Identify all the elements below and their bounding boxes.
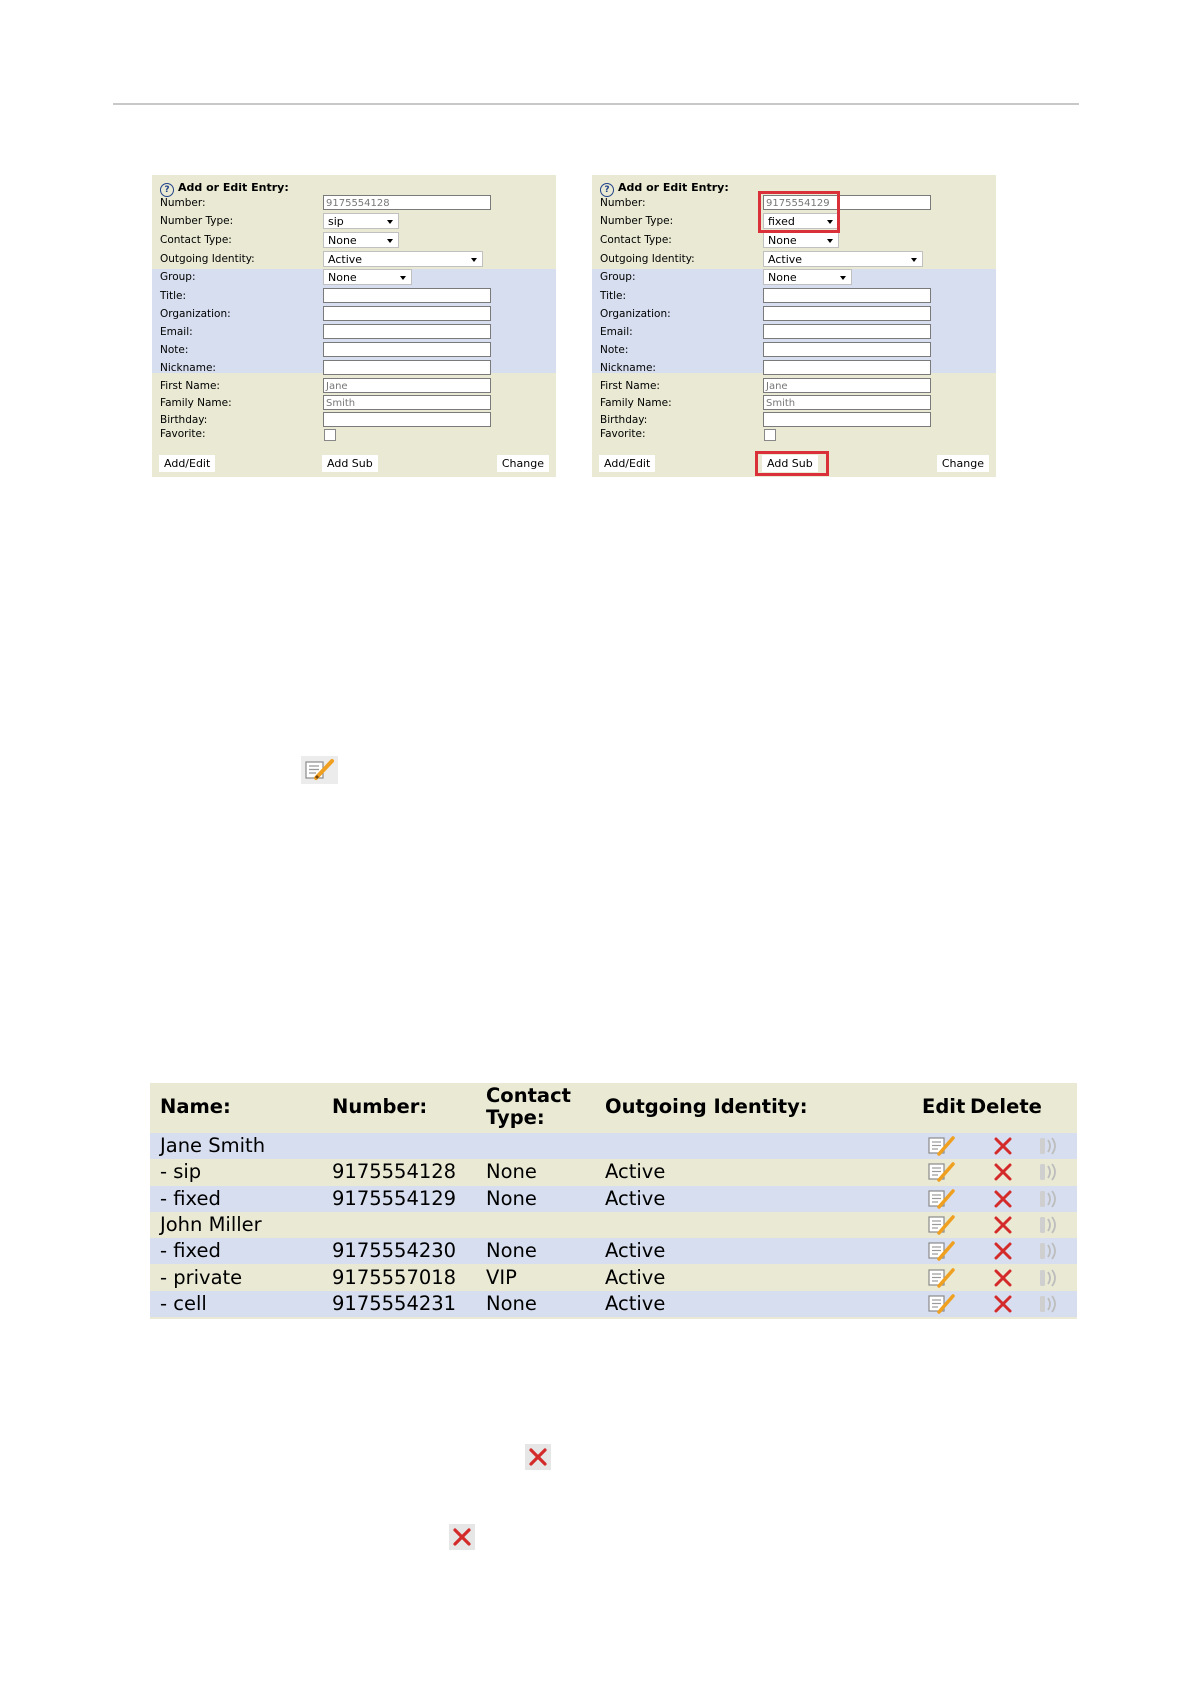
outgoing-identity-label: Outgoing Identity: [600, 253, 695, 265]
row-contact-type: VIP [486, 1265, 517, 1289]
table-row [150, 1159, 1077, 1185]
add-sub-highlight-box [755, 451, 829, 476]
row-contact-type: None [486, 1239, 537, 1263]
contact-type-label: Contact Type: [160, 234, 232, 246]
row-outgoing-identity: Active [605, 1186, 666, 1210]
add-sub-button[interactable]: Add Sub [322, 455, 378, 472]
nickname-row [152, 360, 556, 378]
note-label: Note: [600, 344, 629, 356]
header-delete: Delete [970, 1095, 1042, 1118]
organization-row [592, 306, 996, 324]
add-edit-entry-form-1 [152, 175, 556, 477]
form-title: ? Add or Edit Entry: [160, 181, 289, 197]
title-row [592, 288, 996, 306]
email-label: Email: [160, 326, 193, 338]
header-number: Number: [332, 1095, 428, 1118]
call-icon[interactable] [1037, 1267, 1061, 1293]
title-label: Title: [160, 290, 187, 302]
row-number: 9175557018 [332, 1265, 457, 1289]
delete-icon[interactable] [992, 1240, 1014, 1266]
row-name: - fixed [160, 1186, 221, 1210]
number-label: Number: [160, 197, 206, 209]
row-number: 9175554128 [332, 1160, 457, 1184]
title-input[interactable] [763, 288, 931, 303]
row-number: 9175554129 [332, 1186, 457, 1210]
outgoing-identity-row [152, 251, 556, 269]
number-input[interactable]: 9175554129 [763, 195, 931, 210]
first-name-row [152, 378, 556, 396]
family-name-input[interactable]: Smith [323, 395, 491, 410]
row-name: John Miller [160, 1212, 262, 1236]
contact-type-select[interactable]: None [763, 232, 839, 248]
email-label: Email: [600, 326, 633, 338]
first-name-row [592, 378, 996, 396]
first-name-input[interactable]: Jane [763, 378, 931, 393]
add-sub-button[interactable]: Add Sub [762, 455, 818, 472]
birthday-label: Birthday: [160, 414, 208, 426]
group-select[interactable]: None [763, 269, 852, 285]
family-name-row [152, 395, 556, 413]
email-input[interactable] [323, 324, 491, 339]
call-icon[interactable] [1037, 1293, 1061, 1319]
family-name-label: Family Name: [600, 397, 672, 409]
chevron-down-icon [387, 239, 393, 243]
organization-row [152, 306, 556, 324]
header-contact-type-line2: Type: [486, 1106, 545, 1129]
group-row [152, 269, 556, 287]
edit-icon[interactable] [927, 1240, 957, 1266]
add-edit-button[interactable]: Add/Edit [159, 455, 215, 472]
edit-icon[interactable] [927, 1267, 957, 1293]
row-contact-type: None [486, 1186, 537, 1210]
title-input[interactable] [323, 288, 491, 303]
chevron-down-icon [911, 258, 917, 262]
birthday-input[interactable] [323, 412, 491, 427]
nickname-input[interactable] [323, 360, 491, 375]
add-edit-entry-form-2 [592, 175, 996, 477]
group-select[interactable]: None [323, 269, 412, 285]
first-name-label: First Name: [600, 380, 660, 392]
row-outgoing-identity: Active [605, 1265, 666, 1289]
call-icon[interactable] [1037, 1161, 1061, 1187]
birthday-input[interactable] [763, 412, 931, 427]
row-outgoing-identity: Active [605, 1239, 666, 1263]
outgoing-identity-select[interactable]: Active [323, 251, 483, 267]
number-type-label: Number Type: [600, 215, 674, 227]
organization-input[interactable] [763, 306, 931, 321]
call-icon[interactable] [1037, 1240, 1061, 1266]
organization-input[interactable] [323, 306, 491, 321]
contact-type-label: Contact Type: [600, 234, 672, 246]
table-row [150, 1212, 1077, 1238]
delete-icon [449, 1524, 475, 1550]
family-name-row [592, 395, 996, 413]
outgoing-identity-label: Outgoing Identity: [160, 253, 255, 265]
title-row [152, 288, 556, 306]
edit-icon [301, 756, 338, 784]
delete-icon[interactable] [992, 1267, 1014, 1293]
header-rule [113, 103, 1079, 105]
family-name-input[interactable]: Smith [763, 395, 931, 410]
edit-icon[interactable] [927, 1188, 957, 1214]
number-input[interactable]: 9175554128 [323, 195, 491, 210]
delete-icon[interactable] [992, 1135, 1014, 1161]
nickname-row [592, 360, 996, 378]
favorite-checkbox[interactable] [764, 429, 776, 441]
delete-icon[interactable] [992, 1161, 1014, 1187]
change-button[interactable]: Change [497, 455, 549, 472]
outgoing-identity-row [592, 251, 996, 269]
note-row [152, 342, 556, 360]
favorite-row [152, 426, 556, 444]
contacts-table [150, 1083, 1077, 1319]
help-icon[interactable]: ? [600, 183, 614, 197]
add-edit-button[interactable]: Add/Edit [599, 455, 655, 472]
number-label: Number: [600, 197, 646, 209]
first-name-label: First Name: [160, 380, 220, 392]
title-label: Title: [600, 290, 627, 302]
email-row [592, 324, 996, 342]
number-type-select[interactable]: sip [323, 213, 399, 229]
header-name: Name: [160, 1095, 231, 1118]
edit-icon[interactable] [927, 1161, 957, 1187]
chevron-down-icon [387, 220, 393, 224]
note-input[interactable] [763, 342, 931, 357]
header-contact-type-line1: Contact [486, 1084, 571, 1107]
number-row [152, 195, 556, 213]
form-title: ? Add or Edit Entry: [600, 181, 729, 197]
number-type-label: Number Type: [160, 215, 234, 227]
chevron-down-icon [827, 239, 833, 243]
note-label: Note: [160, 344, 189, 356]
row-number: 9175554230 [332, 1239, 457, 1263]
table-row [150, 1133, 1077, 1159]
note-input[interactable] [323, 342, 491, 357]
row-outgoing-identity: Active [605, 1291, 666, 1315]
contact-type-row [592, 232, 996, 250]
table-row [150, 1265, 1077, 1291]
email-row [152, 324, 556, 342]
table-row [150, 1238, 1077, 1264]
chevron-down-icon [840, 276, 846, 280]
birthday-label: Birthday: [600, 414, 648, 426]
row-number: 9175554231 [332, 1291, 457, 1315]
call-icon[interactable] [1037, 1188, 1061, 1214]
favorite-checkbox[interactable] [324, 429, 336, 441]
call-icon[interactable] [1037, 1214, 1061, 1240]
group-label: Group: [160, 271, 196, 283]
nickname-label: Nickname: [160, 362, 216, 374]
edit-icon[interactable] [927, 1135, 957, 1161]
row-outgoing-identity: Active [605, 1160, 666, 1184]
row-name: - private [160, 1265, 243, 1289]
edit-icon[interactable] [927, 1214, 957, 1240]
nickname-label: Nickname: [600, 362, 656, 374]
group-label: Group: [600, 271, 636, 283]
chevron-down-icon [471, 258, 477, 262]
row-contact-type: None [486, 1160, 537, 1184]
table-row [150, 1291, 1077, 1317]
outgoing-identity-select[interactable]: Active [763, 251, 923, 267]
number-type-row [152, 213, 556, 231]
favorite-label: Favorite: [600, 428, 646, 440]
row-name: - fixed [160, 1239, 221, 1263]
group-row [592, 269, 996, 287]
favorite-row [592, 426, 996, 444]
contact-type-select[interactable]: None [323, 232, 399, 248]
row-name: - sip [160, 1160, 202, 1184]
chevron-down-icon [400, 276, 406, 280]
favorite-label: Favorite: [160, 428, 206, 440]
number-highlight-box [758, 191, 840, 233]
first-name-input[interactable]: Jane [323, 378, 491, 393]
header-outgoing-identity: Outgoing Identity: [605, 1095, 808, 1118]
note-row [592, 342, 996, 360]
number-type-select[interactable]: fixed [763, 213, 839, 229]
delete-icon[interactable] [992, 1214, 1014, 1240]
organization-label: Organization: [600, 308, 671, 320]
nickname-input[interactable] [763, 360, 931, 375]
organization-label: Organization: [160, 308, 231, 320]
edit-icon[interactable] [927, 1293, 957, 1319]
row-contact-type: None [486, 1291, 537, 1315]
help-icon[interactable]: ? [160, 183, 174, 197]
delete-icon [525, 1444, 551, 1470]
row-name: - cell [160, 1291, 207, 1315]
row-name: Jane Smith [160, 1134, 266, 1157]
delete-icon[interactable] [992, 1188, 1014, 1214]
email-input[interactable] [763, 324, 931, 339]
family-name-label: Family Name: [160, 397, 232, 409]
header-edit: Edit [922, 1095, 966, 1118]
change-button[interactable]: Change [937, 455, 989, 472]
contact-type-row [152, 232, 556, 250]
table-row [150, 1186, 1077, 1212]
delete-icon[interactable] [992, 1293, 1014, 1319]
call-icon[interactable] [1037, 1135, 1061, 1161]
